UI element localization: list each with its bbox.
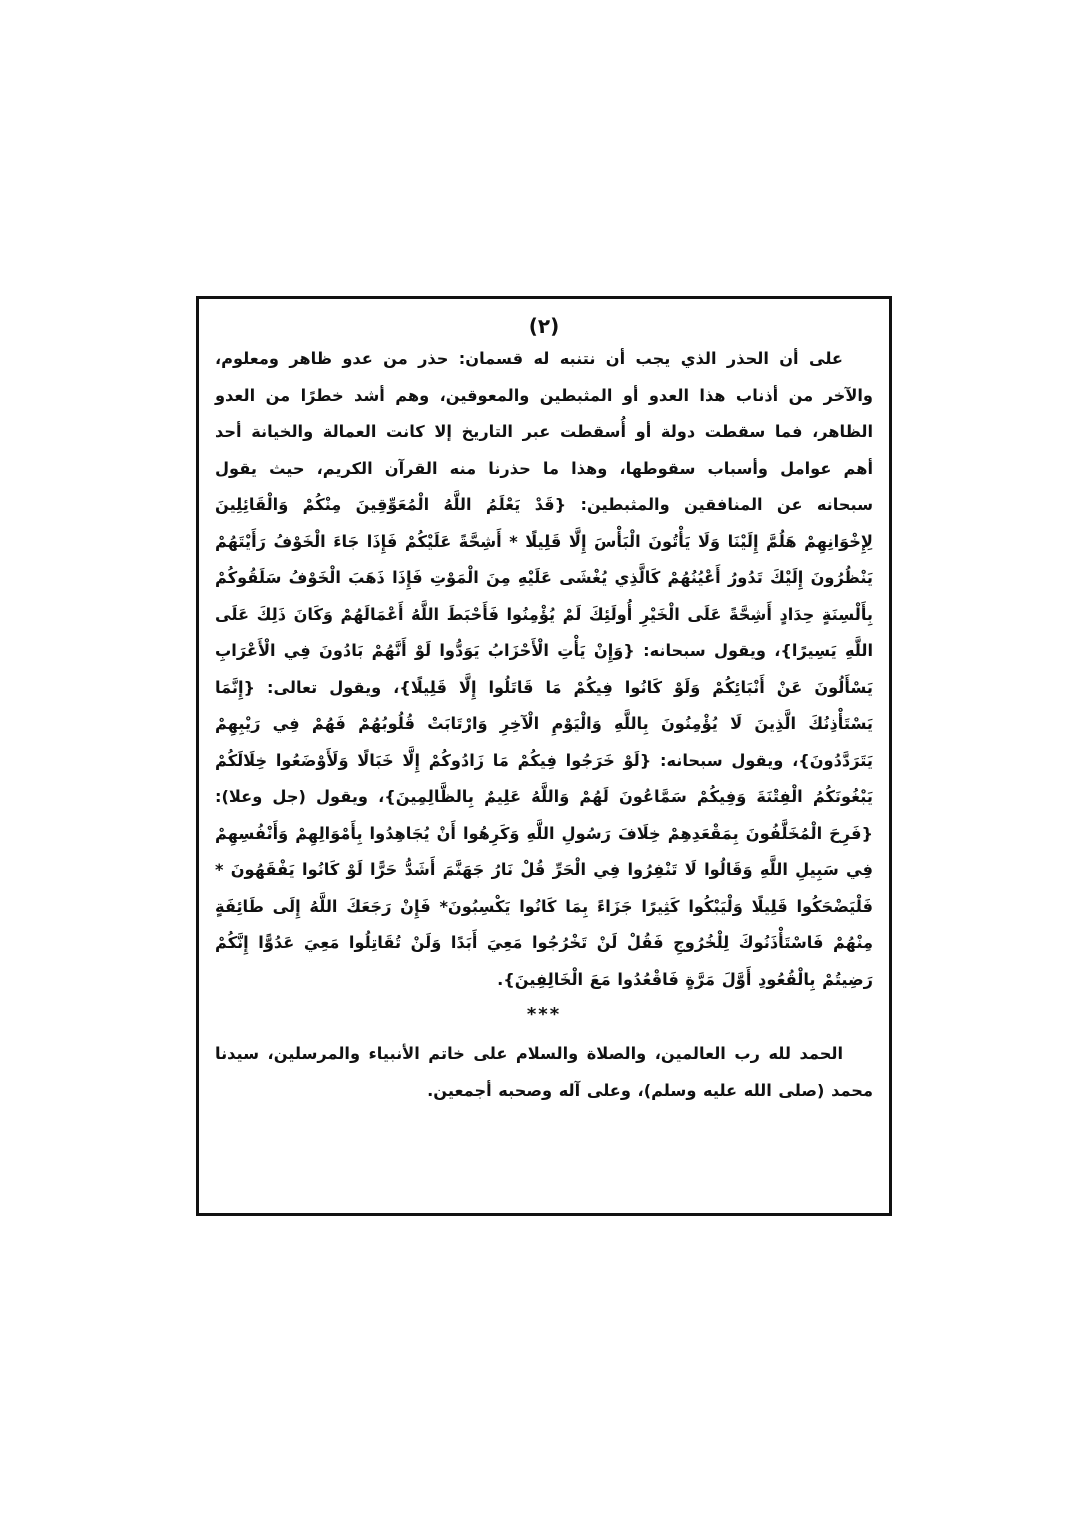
page-frame bbox=[196, 296, 892, 1216]
section-separator: *** bbox=[526, 1004, 562, 1025]
closing-paragraph: الحمد لله رب العالمين، والصلاة والسلام على خاتم الأنبياء والمرسلين، سيدنا محمد (صلى الله عليه وسلم)، وعلى آله وصحبه أجمعين. bbox=[215, 1044, 873, 1100]
main-paragraph: على أن الحذر الذي يجب أن نتنبه له قسمان: حذر من عدو ظاهر ومعلوم، والآخر من أذناب هذا العدو أو المثبطين والمعوقين، وهم أشد خطرًا من العدو الظاهر، فما سقطت دولة أو أُسقطت عبر التاريخ إلا كانت العمالة والخيانة أحد أهم عوامل وأسباب سقوطها، وهذا ما حذرنا منه القرآن الكريم، حيث يقول سبحانه عن المنافقين والمثبطين: {قَدْ يَعْلَمُ اللَّهُ الْمُعَوِّقِينَ مِنْكُمْ وَالْقَائِلِينَ لِإِخْوَانِهِمْ هَلُمَّ إِلَيْنَا وَلَا يَأْتُونَ الْبَأْسَ إِلَّا قَلِيلًا * أَشِحَّةً عَلَيْكُمْ فَإِذَا جَاءَ الْخَوْفُ رَأَيْتَهُمْ يَنْظُرُونَ إِلَيْكَ تَدُورُ أَعْيُنُهُمْ كَالَّذِي يُغْشَى عَلَيْهِ مِنَ الْمَوْتِ فَإِذَا ذَهَبَ الْخَوْفُ سَلَقُوكُمْ بِأَلْسِنَةٍ حِدَادٍ أَشِحَّةً عَلَى الْخَيْرِ أُولَئِكَ لَمْ يُؤْمِنُوا فَأَحْبَطَ اللَّهُ أَعْمَالَهُمْ وَكَانَ ذَلِكَ عَلَى اللَّهِ يَسِيرًا}، ويقول سبحانه: {وَإِنْ يَأْتِ الْأَحْزَابُ يَوَدُّوا لَوْ أَنَّهُمْ بَادُونَ فِي الْأَعْرَابِ يَسْأَلُونَ عَنْ أَنْبَائِكُمْ وَلَوْ كَانُوا فِيكُمْ مَا قَاتَلُوا إِلَّا قَلِيلًا}، ويقول تعالى: {إِنَّمَا يَسْتَأْذِنُكَ الَّذِينَ لَا يُؤْمِنُونَ بِاللَّهِ وَالْيَوْمِ الْآخِرِ وَارْتَابَتْ قُلُوبُهُمْ فَهُمْ فِي رَيْبِهِمْ يَتَرَدَّدُونَ}، ويقول سبحانه: {لَوْ خَرَجُوا فِيكُمْ مَا زَادُوكُمْ إِلَّا خَبَالًا وَلَأَوْضَعُوا خِلَالَكُمْ يَبْغُونَكُمُ الْفِتْنَةَ وَفِيكُمْ سَمَّاعُونَ لَهُمْ وَاللَّهُ عَلِيمٌ بِالظَّالِمِينَ}، ويقول (جل وعلا): {فَرِحَ الْمُخَلَّفُونَ بِمَقْعَدِهِمْ خِلَافَ رَسُولِ اللَّهِ وَكَرِهُوا أَنْ يُجَاهِدُوا بِأَمْوَالِهِمْ وَأَنْفُسِهِمْ فِي سَبِيلِ اللَّهِ وَقَالُوا لَا تَنْفِرُوا فِي الْحَرِّ قُلْ نَارُ جَهَنَّمَ أَشَدُّ حَرًّا لَوْ كَانُوا يَفْقَهُونَ * فَلْيَضْحَكُوا قَلِيلًا وَلْيَبْكُوا كَثِيرًا جَزَاءً بِمَا كَانُوا يَكْسِبُونَ* فَإِنْ رَجَعَكَ اللَّهُ إِلَى طَائِفَةٍ مِنْهُمْ فَاسْتَأْذَنُوكَ لِلْخُرُوجِ فَقُلْ لَنْ تَخْرُجُوا مَعِيَ أَبَدًا وَلَنْ تُقَاتِلُوا مَعِيَ عَدُوًّا إِنَّكُمْ رَضِيتُمْ بِالْقُعُودِ أَوَّلَ مَرَّةٍ فَاقْعُدُوا مَعَ الْخَالِفِينَ}. bbox=[215, 349, 873, 989]
page-number: (٢) bbox=[528, 314, 560, 338]
